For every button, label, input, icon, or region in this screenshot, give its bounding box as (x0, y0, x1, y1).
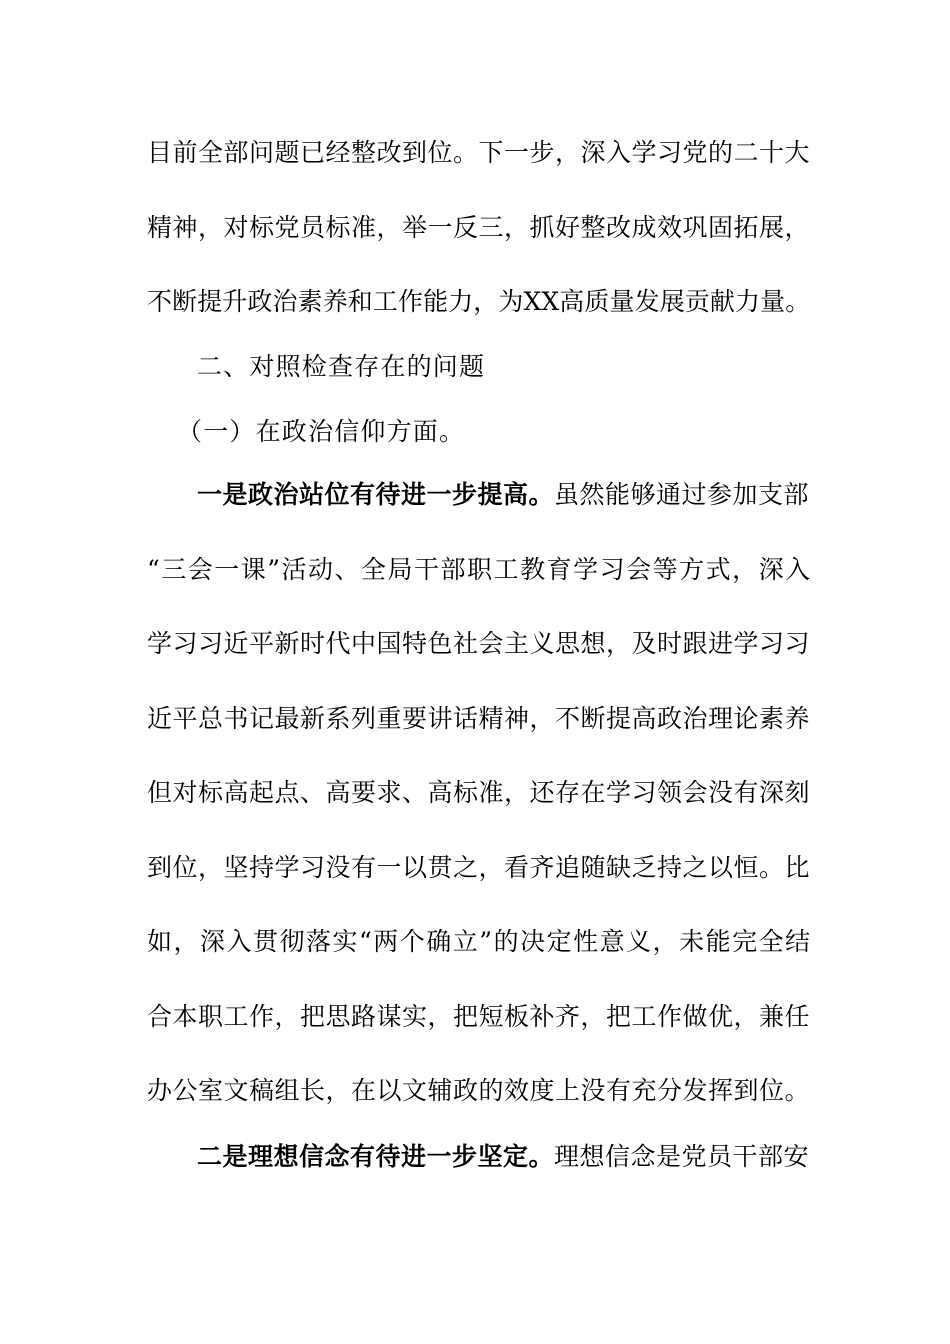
paragraph-text: 理想信念是党员干部安 (554, 1142, 810, 1171)
point-heading: 一是政治站位有待进一步提高。 (197, 480, 555, 509)
paragraph-text: 虽然能够通过参加支部 (554, 480, 810, 509)
paragraph-first-line (197, 478, 809, 512)
paragraph-line: 不断提升政治素养和工作能力，为XX高质量发展贡献力量。 (147, 287, 811, 316)
section-heading: 二、对照检查存在的问题 (197, 352, 486, 381)
paragraph-line: 办公室文稿组长，在以文辅政的效度上没有充分发挥到位。 (147, 1076, 811, 1105)
paragraph-first-line (197, 1140, 809, 1174)
paragraph-line: 到位，坚持学习没有一以贯之，看齐追随缺乏持之以恒。比 (147, 853, 811, 882)
paragraph-line: 合本职工作，把思路谋实，把短板补齐，把工作做优，兼任 (147, 1002, 811, 1031)
paragraph-line: 近平总书记最新系列重要讲话精神，不断提高政治理论素养 (147, 704, 811, 733)
subsection-heading: （一）在政治信仰方面。 (177, 417, 466, 446)
point-heading: 二是理想信念有待进一步坚定。 (197, 1142, 555, 1171)
paragraph-line: 精神，对标党员标准，举一反三，抓好整改成效巩固拓展， (147, 213, 811, 242)
paragraph-line: 如，深入贯彻落实“两个确立”的决定性意义，未能完全结 (147, 927, 812, 956)
paragraph-line: “三会一课”活动、全局干部职工教育学习会等方式，深入 (147, 555, 812, 584)
paragraph-line: 但对标高起点、高要求、高标准，还存在学习领会没有深刻 (147, 778, 811, 807)
paragraph-line: 目前全部问题已经整改到位。下一步，深入学习党的二十大 (147, 138, 811, 167)
paragraph-line: 学习习近平新时代中国特色社会主义思想，及时跟进学习习 (147, 629, 811, 658)
